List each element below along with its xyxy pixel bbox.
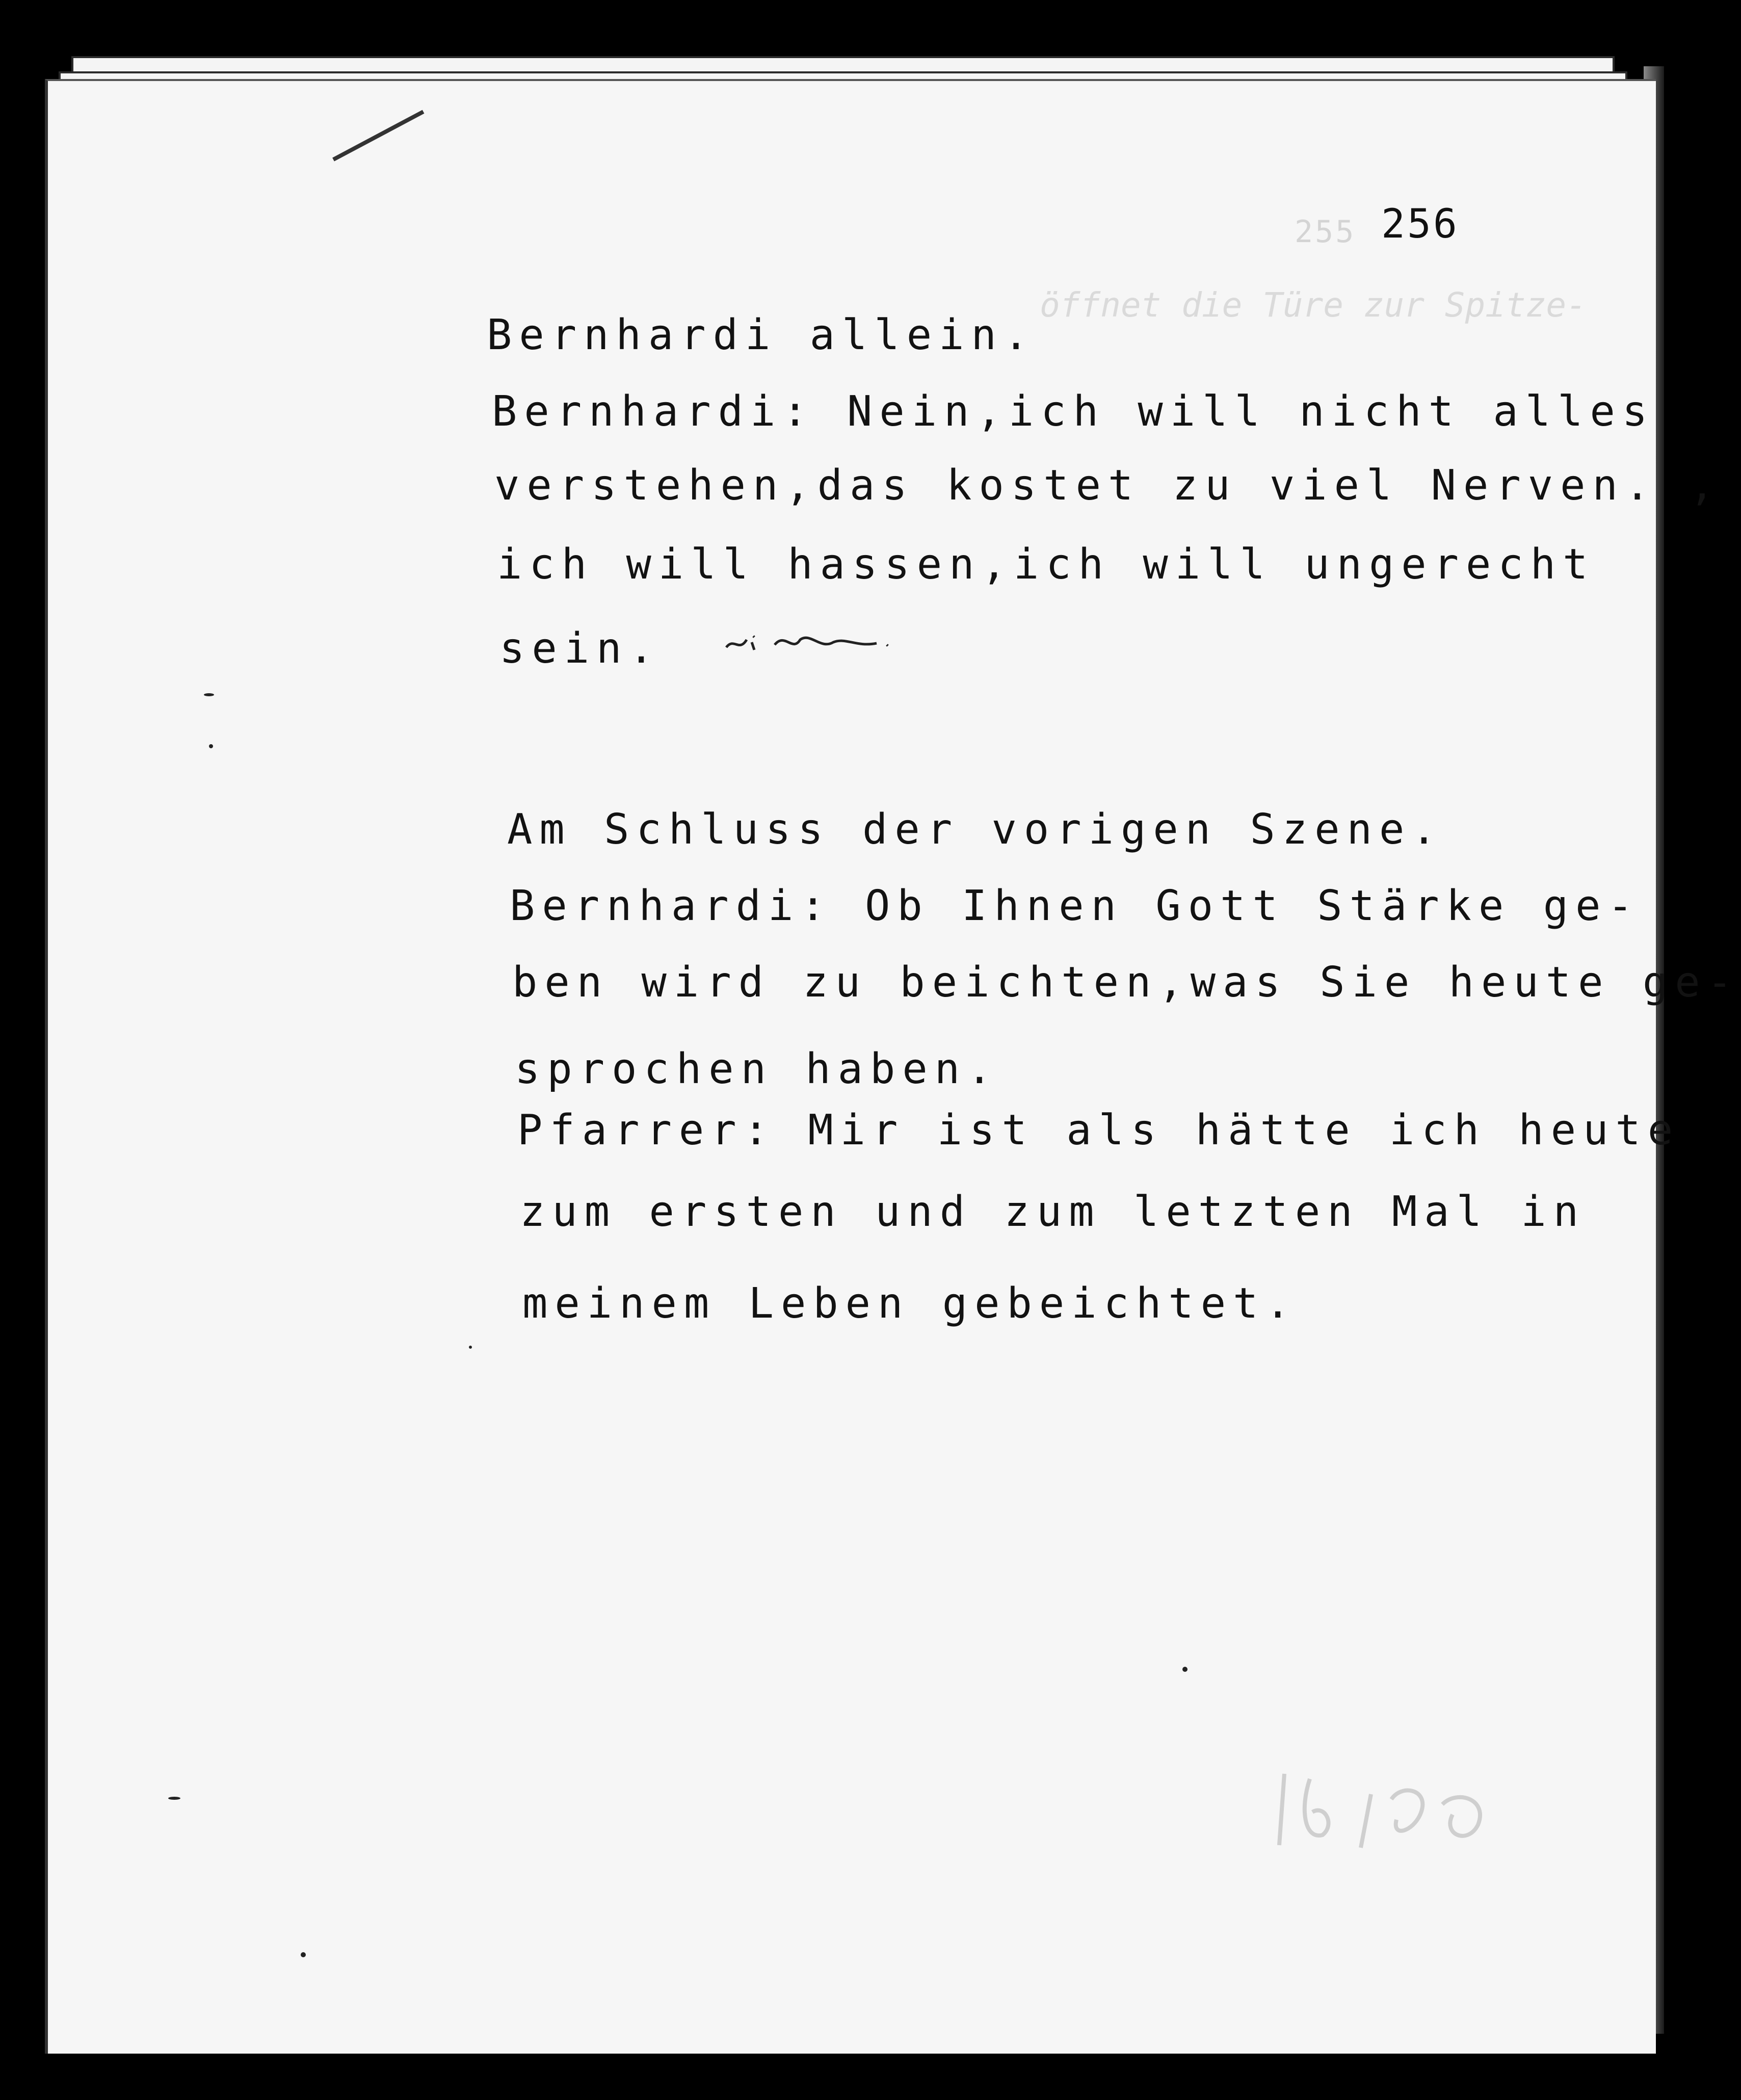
page-number: 256: [1381, 201, 1459, 247]
text-line: ich will hassen,ich will ungerecht: [497, 540, 1595, 589]
text-line: verstehen,das kostet zu viel Nerven. ,: [494, 461, 1722, 510]
text-line: meinem Leben gebeichtet.: [522, 1279, 1298, 1328]
ghost-page-number: 255: [1295, 214, 1356, 250]
text-line: zum ersten und zum letzten Mal in: [520, 1188, 1586, 1236]
corner-mark: [332, 110, 424, 162]
faint-pencil-note: [1274, 1764, 1560, 1850]
text-line: ben wird zu beichten,was Sie heute ge-: [512, 958, 1739, 1007]
scene2-heading: Am Schluss der vorigen Szene.: [507, 805, 1444, 854]
text-line: Bernhardi: Ob Ihnen Gott Stärke ge-: [510, 882, 1640, 930]
text-line: sein.: [499, 624, 661, 673]
paper-speck: [301, 1952, 306, 1957]
text-line: sprochen haben.: [515, 1045, 999, 1093]
text-line: Bernhardi: Nein,ich will nicht alles: [492, 387, 1655, 436]
paper-speck: [469, 1346, 472, 1349]
handwritten-annotation: [724, 622, 917, 663]
text-line: Pfarrer: Mir ist als hätte ich heute: [517, 1106, 1680, 1154]
paper-speck: [209, 744, 213, 748]
ghost-header: öffnet die Türe zur Spitze-: [1040, 285, 1587, 325]
paper-speck: [168, 1797, 180, 1800]
paper-speck: [1182, 1667, 1188, 1672]
paper-speck: [204, 693, 214, 696]
scene1-heading: Bernhardi allein.: [487, 311, 1036, 359]
